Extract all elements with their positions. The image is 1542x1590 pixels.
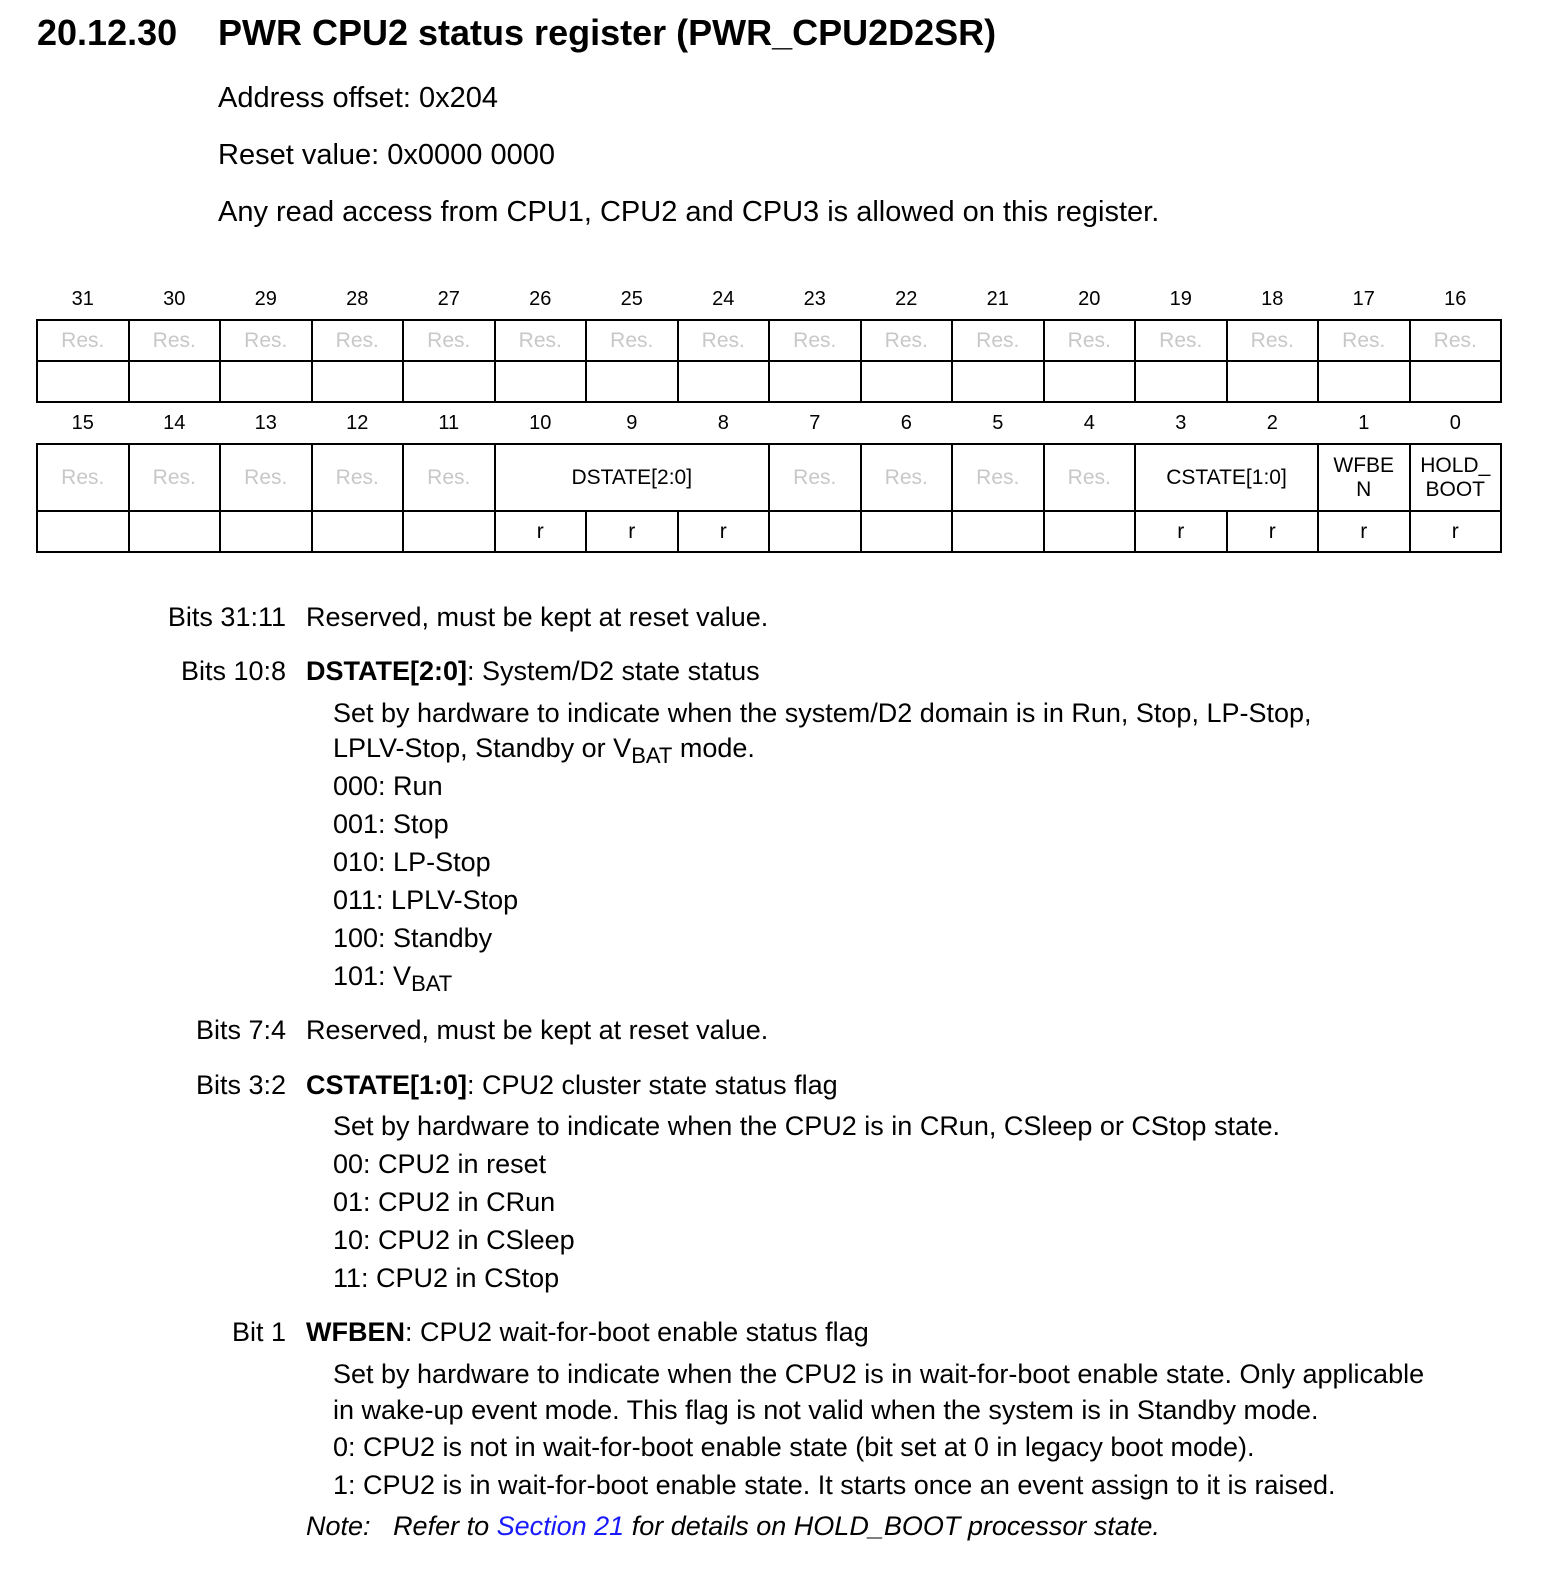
bit-number: 25 <box>620 288 643 310</box>
reserved-field: Res. <box>586 320 678 361</box>
bit-number: 22 <box>895 288 918 310</box>
note-text: Refer to <box>393 1511 497 1541</box>
bit-number: 19 <box>1169 288 1192 310</box>
bit-number: 0 <box>1449 412 1461 434</box>
hold-boot-label-line1: HOLD_ <box>1420 453 1491 477</box>
section-number: 20.12.30 <box>37 12 178 53</box>
bits-label: Bits 7:4 <box>195 1015 286 1045</box>
dstate-field: DSTATE[2:0] <box>495 444 770 511</box>
section-title: PWR CPU2 status register (PWR_CPU2D2SR) <box>218 12 997 53</box>
access-cell: r <box>678 511 770 552</box>
vbat-subscript: BAT <box>631 743 673 768</box>
access-cell <box>312 511 404 552</box>
dstate-desc-text: LPLV-Stop, Standby or V <box>333 733 632 763</box>
access-cell <box>1135 361 1227 402</box>
access-cell <box>1318 361 1410 402</box>
access-cell: r <box>495 511 587 552</box>
wfben-desc-line1: Set by hardware to indicate when the CPU2 is in wait-for-boot enable state. Only applicable <box>333 1359 1425 1389</box>
cstate-desc: Set by hardware to indicate when the CPU2 is in CRun, CSleep or CStop state. <box>333 1111 1280 1141</box>
bit-number: 16 <box>1444 288 1467 310</box>
access-cell: r <box>1135 511 1227 552</box>
field-name: CSTATE[1:0] <box>306 1070 467 1100</box>
hold-boot-label-line2: BOOT <box>1425 477 1485 501</box>
field-name: WFBEN <box>306 1317 405 1347</box>
bit-number: 1 <box>1358 412 1370 434</box>
bit-number: 6 <box>900 412 912 434</box>
bits-label: Bits 31:11 <box>167 602 286 632</box>
reserved-field: Res. <box>769 320 861 361</box>
access-cell <box>861 511 953 552</box>
wfben-desc-line2: in wake-up event mode. This flag is not valid when the system is in Standby mode. <box>333 1395 1319 1425</box>
access-row <box>37 511 1501 552</box>
dstate-value <box>333 961 453 996</box>
cstate-value: 11: CPU2 in CStop <box>333 1263 560 1293</box>
access-note: Any read access from CPU1, CPU2 and CPU3 is allowed on this register. <box>218 196 1160 228</box>
reserved-field: Res. <box>220 444 312 511</box>
access-cell: r <box>1318 511 1410 552</box>
reserved-field: Res. <box>1044 320 1136 361</box>
access-cell <box>952 361 1044 402</box>
bit-number: 4 <box>1083 412 1095 434</box>
bit-number: 15 <box>71 412 94 434</box>
access-cell <box>1410 361 1502 402</box>
bit-number: 9 <box>626 412 638 434</box>
access-cell <box>129 361 221 402</box>
wfben-value: 0: CPU2 is not in wait-for-boot enable state (bit set at 0 in legacy boot mode). <box>333 1432 1255 1462</box>
access-cell <box>495 361 587 402</box>
wfben-label-line2: N <box>1356 477 1372 501</box>
bit-number: 28 <box>346 288 369 310</box>
field-heading <box>306 1317 869 1348</box>
reserved-field: Res. <box>1410 320 1502 361</box>
section-21-link[interactable]: Section 21 <box>496 1511 625 1541</box>
bit-number: 8 <box>717 412 729 434</box>
access-cell <box>769 511 861 552</box>
reserved-field: Res. <box>861 444 953 511</box>
bit-number: 29 <box>254 288 277 310</box>
reserved-field: Res. <box>403 320 495 361</box>
bit-number-row <box>37 280 1501 320</box>
cstate-field: CSTATE[1:0] <box>1135 444 1318 511</box>
reserved-field: Res. <box>769 444 861 511</box>
bit-number: 10 <box>529 412 552 434</box>
bit-number: 24 <box>712 288 735 310</box>
field-heading <box>306 656 760 687</box>
dstate-value: 011: LPLV-Stop <box>333 885 519 915</box>
section-heading <box>37 12 996 54</box>
bit-number: 5 <box>992 412 1004 434</box>
bit-number: 13 <box>254 412 277 434</box>
note-text-end: for details on HOLD_BOOT processor state. <box>624 1511 1160 1541</box>
bits-label: Bits 10:8 <box>180 656 286 686</box>
reserved-field: Res. <box>495 320 587 361</box>
wfben-value: 1: CPU2 is in wait-for-boot enable state. It starts once an event assign to it is raised. <box>333 1470 1336 1500</box>
field-heading <box>306 1070 838 1101</box>
access-cell <box>37 511 129 552</box>
reset-value: Reset value: 0x0000 0000 <box>218 139 555 171</box>
access-cell <box>312 361 404 402</box>
cstate-value: 10: CPU2 in CSleep <box>333 1225 575 1255</box>
reserved-field: Res. <box>129 320 221 361</box>
access-cell: r <box>1410 511 1502 552</box>
reserved-field: Res. <box>312 444 404 511</box>
reserved-field: Res. <box>952 320 1044 361</box>
access-cell <box>403 361 495 402</box>
access-cell <box>952 511 1044 552</box>
bit-number: 18 <box>1261 288 1284 310</box>
reserved-field: Res. <box>952 444 1044 511</box>
dstate-value: 010: LP-Stop <box>333 847 491 877</box>
note-prefix: Note: <box>306 1511 371 1541</box>
bits-text: Reserved, must be kept at reset value. <box>306 602 769 632</box>
reserved-field: Res. <box>37 320 129 361</box>
access-cell <box>129 511 221 552</box>
access-cell: r <box>586 511 678 552</box>
bits-text: Reserved, must be kept at reset value. <box>306 1015 769 1045</box>
bits-label: Bit 1 <box>231 1317 286 1347</box>
access-cell <box>1044 361 1136 402</box>
field-name: DSTATE[2:0] <box>306 656 467 686</box>
field-title: : CPU2 cluster state status flag <box>467 1070 838 1100</box>
bit-number: 20 <box>1078 288 1101 310</box>
reserved-field: Res. <box>220 320 312 361</box>
reserved-field: Res. <box>403 444 495 511</box>
register-table-upper <box>36 280 1502 403</box>
bits-label: Bits 3:2 <box>195 1070 286 1100</box>
access-cell <box>861 361 953 402</box>
dstate-value-text: 101: V <box>333 961 412 991</box>
reserved-field: Res. <box>861 320 953 361</box>
register-table-lower <box>36 404 1502 553</box>
bit-number: 14 <box>163 412 186 434</box>
access-cell <box>769 361 861 402</box>
cstate-value: 01: CPU2 in CRun <box>333 1187 556 1217</box>
field-title: : System/D2 state status <box>467 656 760 686</box>
vbat-subscript: BAT <box>411 971 453 996</box>
access-cell <box>403 511 495 552</box>
dstate-desc-line2 <box>333 733 755 768</box>
field-row <box>37 320 1501 361</box>
reserved-field: Res. <box>37 444 129 511</box>
access-cell <box>220 511 312 552</box>
reserved-field: Res. <box>1318 320 1410 361</box>
dstate-desc-end: mode. <box>672 733 755 763</box>
bit-number: 17 <box>1352 288 1375 310</box>
wfben-label-line1: WFBE <box>1333 453 1395 477</box>
access-cell <box>678 361 770 402</box>
access-cell <box>37 361 129 402</box>
reserved-field: Res. <box>129 444 221 511</box>
field-row <box>37 444 1501 511</box>
address-offset: Address offset: 0x204 <box>218 82 498 114</box>
access-cell: r <box>1227 511 1319 552</box>
bit-number: 30 <box>163 288 186 310</box>
bit-number: 12 <box>346 412 369 434</box>
dstate-value: 000: Run <box>333 771 443 801</box>
bit-number: 31 <box>71 288 94 310</box>
reserved-field: Res. <box>1135 320 1227 361</box>
bit-number-row <box>37 404 1501 444</box>
access-cell <box>220 361 312 402</box>
note <box>306 1511 1160 1542</box>
cstate-value: 00: CPU2 in reset <box>333 1149 547 1179</box>
reserved-field: Res. <box>312 320 404 361</box>
wfben-field <box>1318 444 1410 511</box>
bit-number: 23 <box>803 288 826 310</box>
dstate-value: 100: Standby <box>333 923 493 953</box>
bit-number: 7 <box>809 412 821 434</box>
access-cell <box>586 361 678 402</box>
dstate-desc-line1: Set by hardware to indicate when the system/D2 domain is in Run, Stop, LP-Stop, <box>333 698 1312 728</box>
access-row <box>37 361 1501 402</box>
access-cell <box>1227 361 1319 402</box>
bit-number: 11 <box>438 412 460 434</box>
bit-number: 21 <box>986 288 1009 310</box>
reserved-field: Res. <box>1044 444 1136 511</box>
access-cell <box>1044 511 1136 552</box>
bit-number: 27 <box>437 288 460 310</box>
bit-number: 26 <box>529 288 552 310</box>
dstate-value: 001: Stop <box>333 809 449 839</box>
reserved-field: Res. <box>1227 320 1319 361</box>
reserved-field: Res. <box>678 320 770 361</box>
bit-number: 2 <box>1266 412 1278 434</box>
hold-boot-field <box>1410 444 1502 511</box>
bit-number: 3 <box>1175 412 1187 434</box>
field-title: : CPU2 wait-for-boot enable status flag <box>404 1317 869 1347</box>
